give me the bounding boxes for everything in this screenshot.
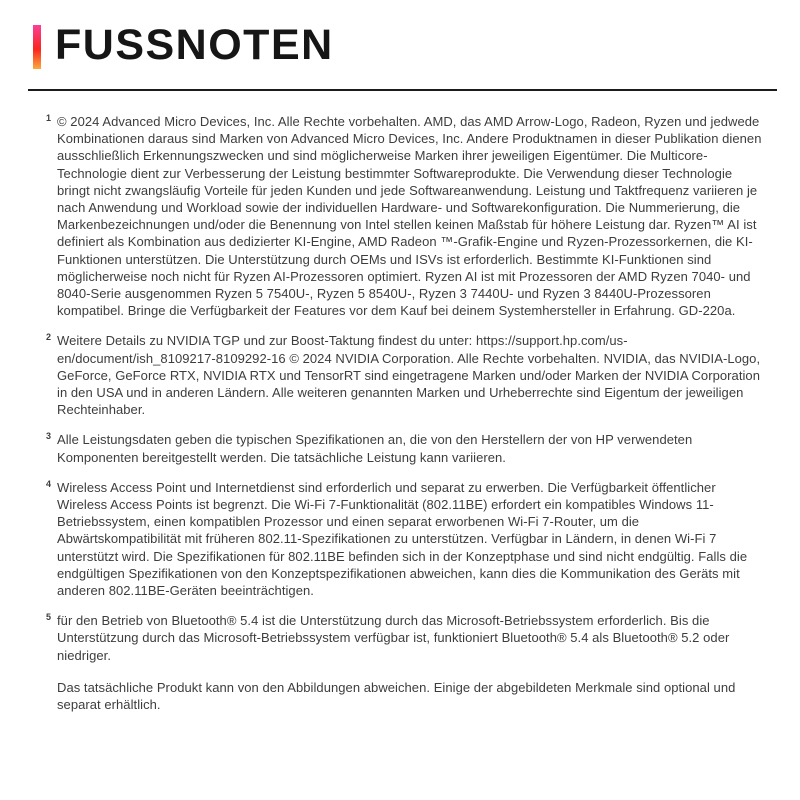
footnote-marker-1: 1 [46, 113, 52, 123]
footnote-item-2 [46, 332, 763, 418]
footnote-item-3 [46, 431, 763, 465]
footnote-text-5: für den Betrieb von Bluetooth® 5.4 ist die Unterstützung durch das Microsoft-Betriebssystem erforderlich. Bis die Unterstützung durch das Microsoft-Betriebssystem verfügbar ist, funktioniert Bluetooth® 5.4 als Bluetooth® 5.2 oder niedriger. [57, 613, 730, 663]
page-header [33, 22, 334, 69]
footnote-marker-4: 4 [46, 478, 52, 489]
footnotes-list [46, 113, 763, 726]
footnote-text-1: © 2024 Advanced Micro Devices, Inc. Alle Rechte vorbehalten. AMD, das AMD Arrow-Logo, Radeon, Ryzen und jedwede Kombinationen daraus sind Marken von Advanced Micro Devices, Inc. Andere Produktnamen in dieser Publikation dienen ausschließlich Erkennungszwecken und sind möglicherweise Marken ihrer jeweiligen Eigentümer. Die Multicore-Technologie dient zur Verbesserung der Leistung bestimmter Softwareprodukte. Die Verwendung dieser Technologie bringt nicht zwangsläufig Vorteile für jeden Kunden und jede Softwareanwendung. Leistung und Taktfrequenz variieren je nach Anwendung und Workload sowie der individuellen Hardware- und Softwarekonfiguration. Die Nummerierung, die Markenbezeichnungen und/oder die Benennung von Intel stellen keinen Maßstab für höhere Leistung dar. Ryzen™ AI ist definiert als Kombination aus dedizierter KI-Engine, AMD Radeon ™-Grafik-Engine und Ryzen-Prozessorkernen, die KI-Funktionen unterstützen. Die Unterstützung durch OEMs und ISVs ist erforderlich. Bestimmte KI-Funktionen sind möglicherweise noch nicht für Ryzen AI-Prozessoren optimiert. Ryzen AI ist mit Prozessoren der AMD Ryzen 7040- und 8040-Serie ausgenommen Ryzen 5 7540U-, Ryzen 5 8540U-, Ryzen 3 7440U- und Ryzen 3 8440U-Prozessoren kompatibel. Bringe die Verfügbarkeit der Features vor dem Kauf bei deinem Systemhersteller in Erfahrung. GD-220a. [57, 114, 762, 319]
footnote-item-1 [46, 113, 763, 319]
footnote-marker-5: 5 [46, 612, 52, 623]
footnote-text-2: Weitere Details zu NVIDIA TGP und zur Boost-Taktung findest du unter: https://support.hp.com/us-en/document/ish_8109217-8109292-16 © 2024 NVIDIA Corporation. Alle Rechte vorbehalten. NVIDIA, das NVIDIA-Logo, GeForce, GeForce RTX, NVIDIA RTX und TensorRT sind eingetragene Marken und/oder Marken der NVIDIA Corporation in den USA und in anderen Ländern. Alle weiteren genannten Marken und Urheberrechte sind Eigentum der jeweiligen Rechteinhaber. [57, 333, 761, 418]
footnote-text-4: Wireless Access Point und Internetdienst sind erforderlich und separat zu erwerben. Die Verfügbarkeit öffentlicher Wireless Access Points ist begrenzt. Die Wi-Fi 7-Funktionalität (802.11BE) erfordert ein kompatibles Windows 11-Betriebssystem, einen kompatiblen Prozessor und einen separat erworbenen Wi-Fi 7-Router, um die Abwärtskompatibilität mit früheren 802.11-Spezifikationen zu unterstützen. Verfügbar in Ländern, in denen Wi-Fi 7 unterstützt wird. Die Spezifikationen für 802.11BE befinden sich in der Konzeptphase und sind nicht endgültig. Falls die endgültigen Spezifikationen von den Konzeptspezifikationen abweichen, kann dies die Kommunikation des Geräts mit anderen 802.11BE-Geräten beeinträchtigen. [57, 479, 748, 599]
closing-note [57, 679, 763, 713]
footnote-text-3: Alle Leistungsdaten geben die typischen Spezifikationen an, die von den Herstellern der von HP verwendeten Komponenten bereitgestellt werden. Die tatsächliche Leistung kann variieren. [57, 432, 693, 465]
closing-note-text: Das tatsächliche Produkt kann von den Abbildungen abweichen. Einige der abgebildeten Merkmale sind optional und separat erhältlich. [57, 679, 736, 713]
header-divider [28, 89, 777, 91]
footnote-item-5 [46, 612, 763, 664]
footnote-marker-3: 3 [46, 431, 52, 442]
footnote-item-4 [46, 478, 763, 599]
page-title: FUSSNOTEN [55, 21, 334, 69]
accent-gradient-bar [33, 25, 41, 69]
footnote-marker-2: 2 [46, 332, 52, 343]
